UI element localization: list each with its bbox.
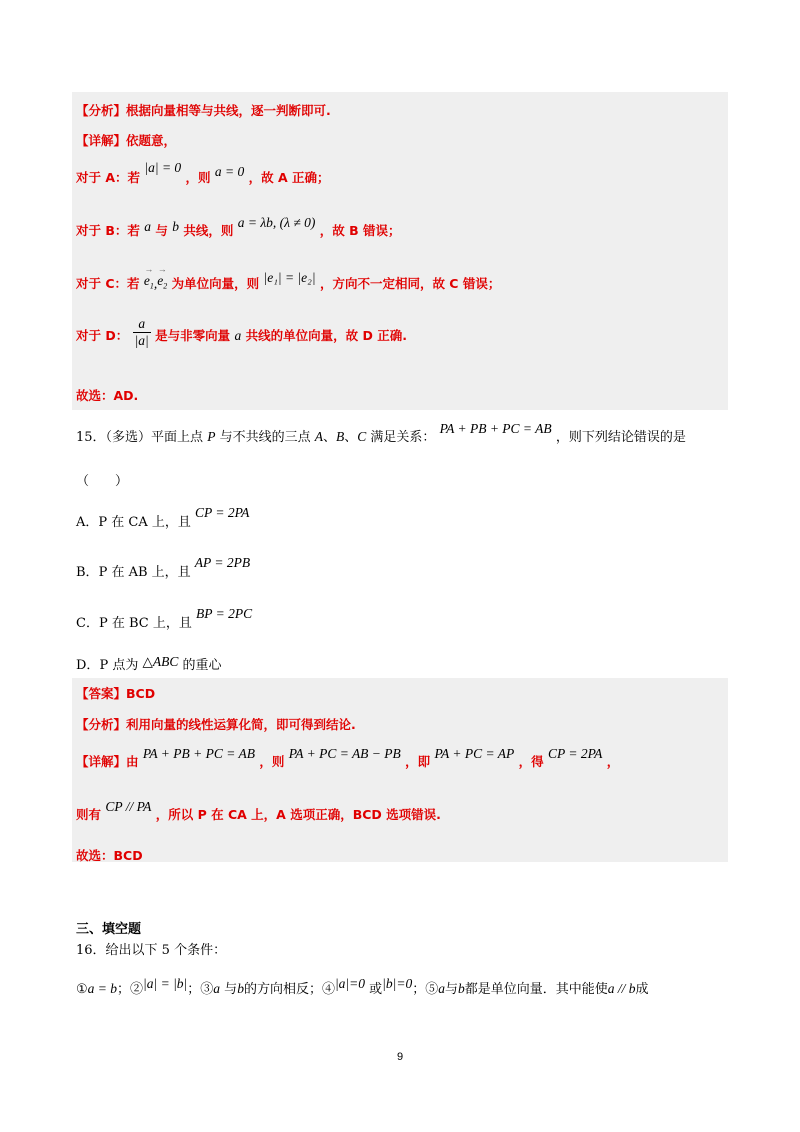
analysis-line-2: 【分析】利用向量的线性运算化简，即可得到结论. (76, 717, 356, 732)
solution-block-2 (72, 678, 728, 862)
section-title: 三、填空题 (76, 922, 142, 937)
vector-e2: → $e_2$ (157, 273, 167, 291)
page-number: 9 (396, 1051, 404, 1063)
item-a-line: 对于 A：若 |a| = 0 ，则 a = 0 ，故 A 正确； (76, 160, 330, 185)
q15-answer-paren: （ ） (76, 474, 129, 489)
math-relation: PA + PB + PC = AB (439, 421, 552, 436)
math-abs-a-zero: |a| = 0 (144, 160, 182, 175)
fraction-unit-vector: $\frac{a}{|a|}$ (134, 316, 149, 348)
q16-stem: 16．给出以下 5 个条件： (76, 943, 227, 958)
answer-line: 【答案】BCD (76, 686, 156, 701)
math-a-zero: a = 0 (214, 164, 245, 179)
choose-bcd-line: 故选：BCD (76, 848, 143, 863)
q15-option-d: D．P 点为 △ABC 的重心 (76, 654, 222, 673)
item-d-line: 对于 D： $\frac{a}{|a|}$ 是与非零向量 a 共线的单位向量，故 D 正确. (76, 316, 407, 348)
vector-e1: → $e_1$ (144, 273, 154, 291)
detail-line-2: 【详解】由 PA + PB + PC = AB ，则 PA + PC = AB − PB ，即 PA + PC = AP ，得 CP = 2PA ， (76, 746, 620, 769)
item-b-line: 对于 B：若 a 与 b 共线，则 a = λb, (λ ≠ 0) ，故 B 错误； (76, 215, 401, 238)
choose-ad-line: 故选：AD. (76, 388, 139, 403)
q15-option-a: A．P 在 CA 上，且 CP = 2PA (76, 505, 250, 530)
q15-option-b: B．P 在 AB 上，且 AP = 2PB (76, 555, 251, 580)
conclusion-line: 则有 CP // PA ，所以 P 在 CA 上，A 选项正确，BCD 选项错误. (76, 799, 441, 822)
analysis-line: 【分析】根据向量相等与共线，逐一判断即可. (76, 103, 331, 118)
item-c-line: 对于 C：若 → $e_1,\to e_2$ 为单位向量，则 |e₁| = |e₂| ，方向不一定相同，故 C 错误； (76, 274, 500, 294)
math-norm-e1-e2: |e₁| = |e₂| (263, 270, 316, 285)
detail-line: 【详解】依题意， (76, 133, 177, 148)
q15-option-c: C．P 在 BC 上，且 BP = 2PC (76, 606, 253, 631)
q16-conditions: ①a = b；②|a| = |b|；③a 与b的方向相反；④|a|=0 或|b|=0；⑤a与b都是单位向量．其中能使a // b成 (76, 976, 649, 997)
math-a-lambda-b: a = λb, (λ ≠ 0) (237, 215, 316, 230)
q15-stem: 15．（多选）平面上点 P 与不共线的三点 A、B、C 满足关系： PA + PB + PC = AB ，则下列结论错误的是 (76, 421, 686, 445)
